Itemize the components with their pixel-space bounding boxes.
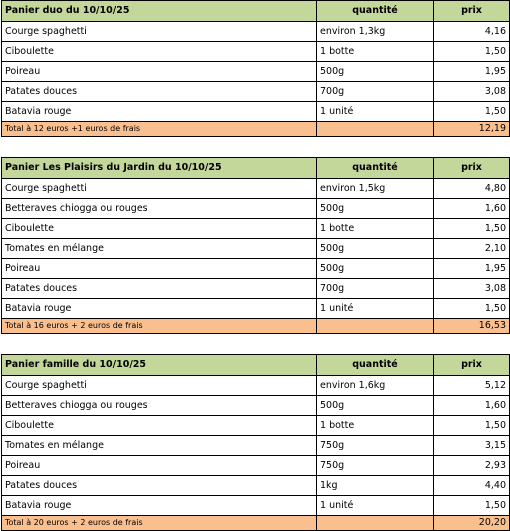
item-qty: 1 botte <box>317 416 434 436</box>
item-price: 1,60 <box>434 199 510 219</box>
item-name: Betteraves chiogga ou rouges <box>2 199 317 219</box>
table-row <box>2 376 510 396</box>
table-row <box>2 279 510 299</box>
item-price: 3,15 <box>434 436 510 456</box>
table-row <box>2 456 510 476</box>
item-name: Tomates en mélange <box>2 239 317 259</box>
total-empty-cell <box>317 516 434 531</box>
table-row <box>2 199 510 219</box>
price-column-header: prix <box>434 1 510 22</box>
item-qty: 1 botte <box>317 42 434 62</box>
total-empty-cell <box>317 122 434 137</box>
table-row <box>2 102 510 122</box>
item-name: Betteraves chiogga ou rouges <box>2 396 317 416</box>
total-value: 20,20 <box>434 516 510 531</box>
item-qty: 750g <box>317 436 434 456</box>
basket-total-row <box>2 516 510 531</box>
qty-column-header: quantité <box>317 1 434 22</box>
item-qty: 750g <box>317 456 434 476</box>
item-price: 1,60 <box>434 396 510 416</box>
item-price: 1,50 <box>434 102 510 122</box>
table-row <box>2 436 510 456</box>
total-label: Total à 20 euros + 2 euros de frais <box>2 516 317 531</box>
table-row <box>2 416 510 436</box>
item-name: Poireau <box>2 456 317 476</box>
item-name: Patates douces <box>2 476 317 496</box>
table-row <box>2 179 510 199</box>
item-qty: 500g <box>317 62 434 82</box>
item-qty: 1 botte <box>317 219 434 239</box>
item-qty: environ 1,6kg <box>317 376 434 396</box>
table-row <box>2 42 510 62</box>
item-name: Ciboulette <box>2 416 317 436</box>
item-name: Ciboulette <box>2 42 317 62</box>
item-price: 1,50 <box>434 219 510 239</box>
item-name: Poireau <box>2 259 317 279</box>
item-price: 3,08 <box>434 82 510 102</box>
item-name: Poireau <box>2 62 317 82</box>
table-row <box>2 62 510 82</box>
qty-column-header: quantité <box>317 158 434 179</box>
total-label: Total à 12 euros +1 euros de frais <box>2 122 317 137</box>
table-row <box>2 82 510 102</box>
basket-table-duo <box>1 0 510 137</box>
item-qty: 500g <box>317 259 434 279</box>
item-qty: 1 unité <box>317 299 434 319</box>
basket-header-row <box>2 355 510 376</box>
price-column-header: prix <box>434 355 510 376</box>
qty-column-header: quantité <box>317 355 434 376</box>
item-price: 1,95 <box>434 62 510 82</box>
basket-title: Panier duo du 10/10/25 <box>2 1 317 22</box>
total-value: 16,53 <box>434 319 510 334</box>
item-qty: environ 1,3kg <box>317 22 434 42</box>
table-row <box>2 496 510 516</box>
item-name: Patates douces <box>2 279 317 299</box>
item-name: Courge spaghetti <box>2 376 317 396</box>
table-row <box>2 219 510 239</box>
price-column-header: prix <box>434 158 510 179</box>
spacer <box>0 137 489 157</box>
item-price: 1,50 <box>434 42 510 62</box>
item-qty: 500g <box>317 239 434 259</box>
item-name: Batavia rouge <box>2 102 317 122</box>
item-name: Tomates en mélange <box>2 436 317 456</box>
item-price: 4,40 <box>434 476 510 496</box>
basket-title: Panier Les Plaisirs du Jardin du 10/10/25 <box>2 158 317 179</box>
item-qty: 700g <box>317 279 434 299</box>
item-name: Batavia rouge <box>2 299 317 319</box>
item-name: Courge spaghetti <box>2 22 317 42</box>
basket-total-row <box>2 122 510 137</box>
item-price: 1,95 <box>434 259 510 279</box>
total-value: 12,19 <box>434 122 510 137</box>
item-price: 1,50 <box>434 496 510 516</box>
item-name: Batavia rouge <box>2 496 317 516</box>
item-qty: environ 1,5kg <box>317 179 434 199</box>
total-empty-cell <box>317 319 434 334</box>
item-price: 2,93 <box>434 456 510 476</box>
basket-header-row <box>2 158 510 179</box>
basket-table-famille <box>1 354 510 531</box>
item-price: 4,80 <box>434 179 510 199</box>
item-price: 1,50 <box>434 416 510 436</box>
table-row <box>2 22 510 42</box>
table-row <box>2 259 510 279</box>
spacer <box>0 334 489 354</box>
basket-title: Panier famille du 10/10/25 <box>2 355 317 376</box>
item-qty: 1kg <box>317 476 434 496</box>
table-row <box>2 299 510 319</box>
basket-table-plaisirs-du-jardin <box>1 157 510 334</box>
item-name: Ciboulette <box>2 219 317 239</box>
basket-total-row <box>2 319 510 334</box>
item-qty: 1 unité <box>317 102 434 122</box>
item-qty: 1 unité <box>317 496 434 516</box>
item-price: 5,12 <box>434 376 510 396</box>
table-row <box>2 396 510 416</box>
item-price: 1,50 <box>434 299 510 319</box>
table-row <box>2 239 510 259</box>
item-qty: 500g <box>317 199 434 219</box>
item-price: 4,16 <box>434 22 510 42</box>
total-label: Total à 16 euros + 2 euros de frais <box>2 319 317 334</box>
item-price: 2,10 <box>434 239 510 259</box>
basket-header-row <box>2 1 510 22</box>
item-price: 3,08 <box>434 279 510 299</box>
item-qty: 500g <box>317 396 434 416</box>
item-name: Courge spaghetti <box>2 179 317 199</box>
item-name: Patates douces <box>2 82 317 102</box>
item-qty: 700g <box>317 82 434 102</box>
table-row <box>2 476 510 496</box>
